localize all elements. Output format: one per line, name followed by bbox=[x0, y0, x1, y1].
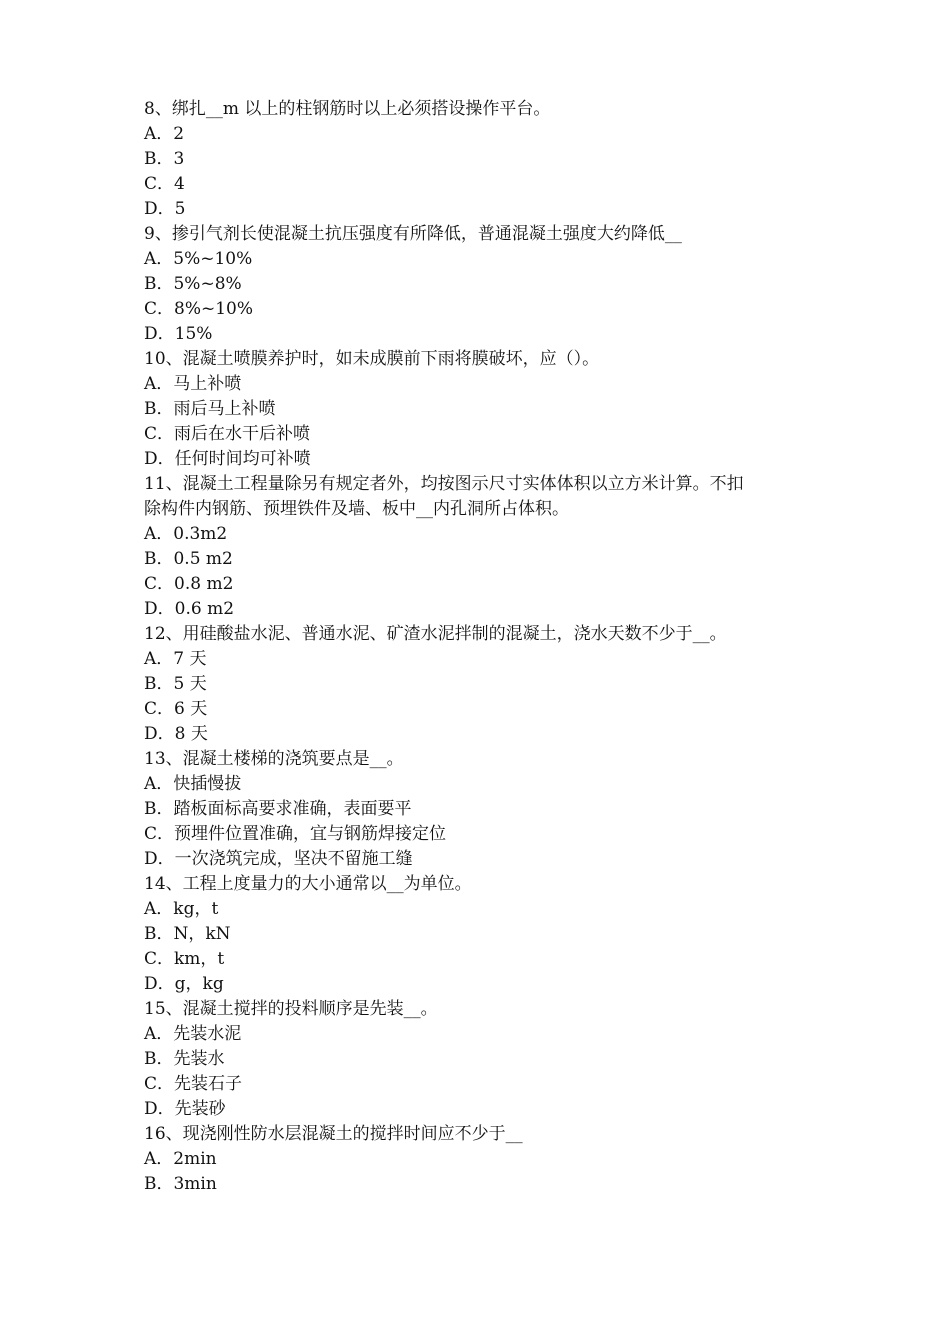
answer-option: A．2 bbox=[144, 124, 185, 144]
answer-option: B．N，kN bbox=[144, 924, 231, 944]
answer-option: B．5 天 bbox=[144, 674, 207, 694]
answer-option: B．5%~8% bbox=[144, 274, 242, 294]
answer-option: B．0.5 m2 bbox=[144, 549, 233, 569]
question-stem: 15、混凝土搅拌的投料顺序是先装__。 bbox=[144, 999, 438, 1019]
question-block bbox=[144, 222, 824, 347]
question-stem: 10、混凝土喷膜养护时，如未成膜前下雨将膜破坏，应（）。 bbox=[144, 349, 600, 369]
answer-option: D．0.6 m2 bbox=[144, 599, 235, 619]
answer-option: A．0.3m2 bbox=[144, 524, 228, 544]
answer-option: D．15% bbox=[144, 324, 213, 344]
question-block bbox=[144, 1122, 824, 1197]
question-block bbox=[144, 747, 824, 872]
answer-option: A．马上补喷 bbox=[144, 374, 242, 394]
answer-option: C．预埋件位置准确，宜与钢筋焊接定位 bbox=[144, 824, 447, 844]
question-stem: 14、工程上度量力的大小通常以__为单位。 bbox=[144, 874, 472, 894]
answer-option: C．0.8 m2 bbox=[144, 574, 234, 594]
question-stem: 16、现浇刚性防水层混凝土的搅拌时间应不少于__ bbox=[144, 1124, 523, 1144]
answer-option: C．雨后在水干后补喷 bbox=[144, 424, 311, 444]
answer-option: D．一次浇筑完成，坚决不留施工缝 bbox=[144, 849, 413, 869]
answer-option: A．7 天 bbox=[144, 649, 207, 669]
answer-option: C．4 bbox=[144, 174, 185, 194]
question-block bbox=[144, 472, 824, 622]
answer-option: D．5 bbox=[144, 199, 186, 219]
question-block bbox=[144, 347, 824, 472]
document-page bbox=[144, 97, 824, 1197]
question-stem: 11、混凝土工程量除另有规定者外，均按图示尺寸实体体积以立方米计算。不扣 bbox=[144, 474, 744, 494]
answer-option: D．8 天 bbox=[144, 724, 208, 744]
answer-option: D．g，kg bbox=[144, 974, 224, 994]
question-block bbox=[144, 97, 824, 222]
question-stem: 12、用硅酸盐水泥、普通水泥、矿渣水泥拌制的混凝土，浇水天数不少于__。 bbox=[144, 624, 727, 644]
answer-option: B．先装水 bbox=[144, 1049, 225, 1069]
answer-option: C．6 天 bbox=[144, 699, 208, 719]
question-block bbox=[144, 622, 824, 747]
answer-option: A．快插慢拔 bbox=[144, 774, 242, 794]
answer-option: A．kg，t bbox=[144, 899, 219, 919]
answer-option: C．先装石子 bbox=[144, 1074, 243, 1094]
question-stem: 除构件内钢筋、预埋铁件及墙、板中__内孔洞所占体积。 bbox=[144, 499, 569, 519]
answer-option: A．先装水泥 bbox=[144, 1024, 242, 1044]
answer-option: A．5%~10% bbox=[144, 249, 253, 269]
question-stem: 13、混凝土楼梯的浇筑要点是__。 bbox=[144, 749, 404, 769]
answer-option: B．3 bbox=[144, 149, 185, 169]
question-block bbox=[144, 997, 824, 1122]
answer-option: D．先装砂 bbox=[144, 1099, 226, 1119]
question-stem: 8、绑扎__m 以上的柱钢筋时以上必须搭设操作平台。 bbox=[144, 99, 551, 119]
answer-option: D．任何时间均可补喷 bbox=[144, 449, 311, 469]
question-block bbox=[144, 872, 824, 997]
answer-option: B．雨后马上补喷 bbox=[144, 399, 276, 419]
answer-option: A．2min bbox=[144, 1149, 217, 1169]
answer-option: B．3min bbox=[144, 1174, 217, 1194]
answer-option: B．踏板面标高要求准确，表面要平 bbox=[144, 799, 412, 819]
question-stem: 9、掺引气剂长使混凝土抗压强度有所降低，普通混凝土强度大约降低__ bbox=[144, 224, 682, 244]
answer-option: C．km，t bbox=[144, 949, 225, 969]
answer-option: C．8%~10% bbox=[144, 299, 254, 319]
